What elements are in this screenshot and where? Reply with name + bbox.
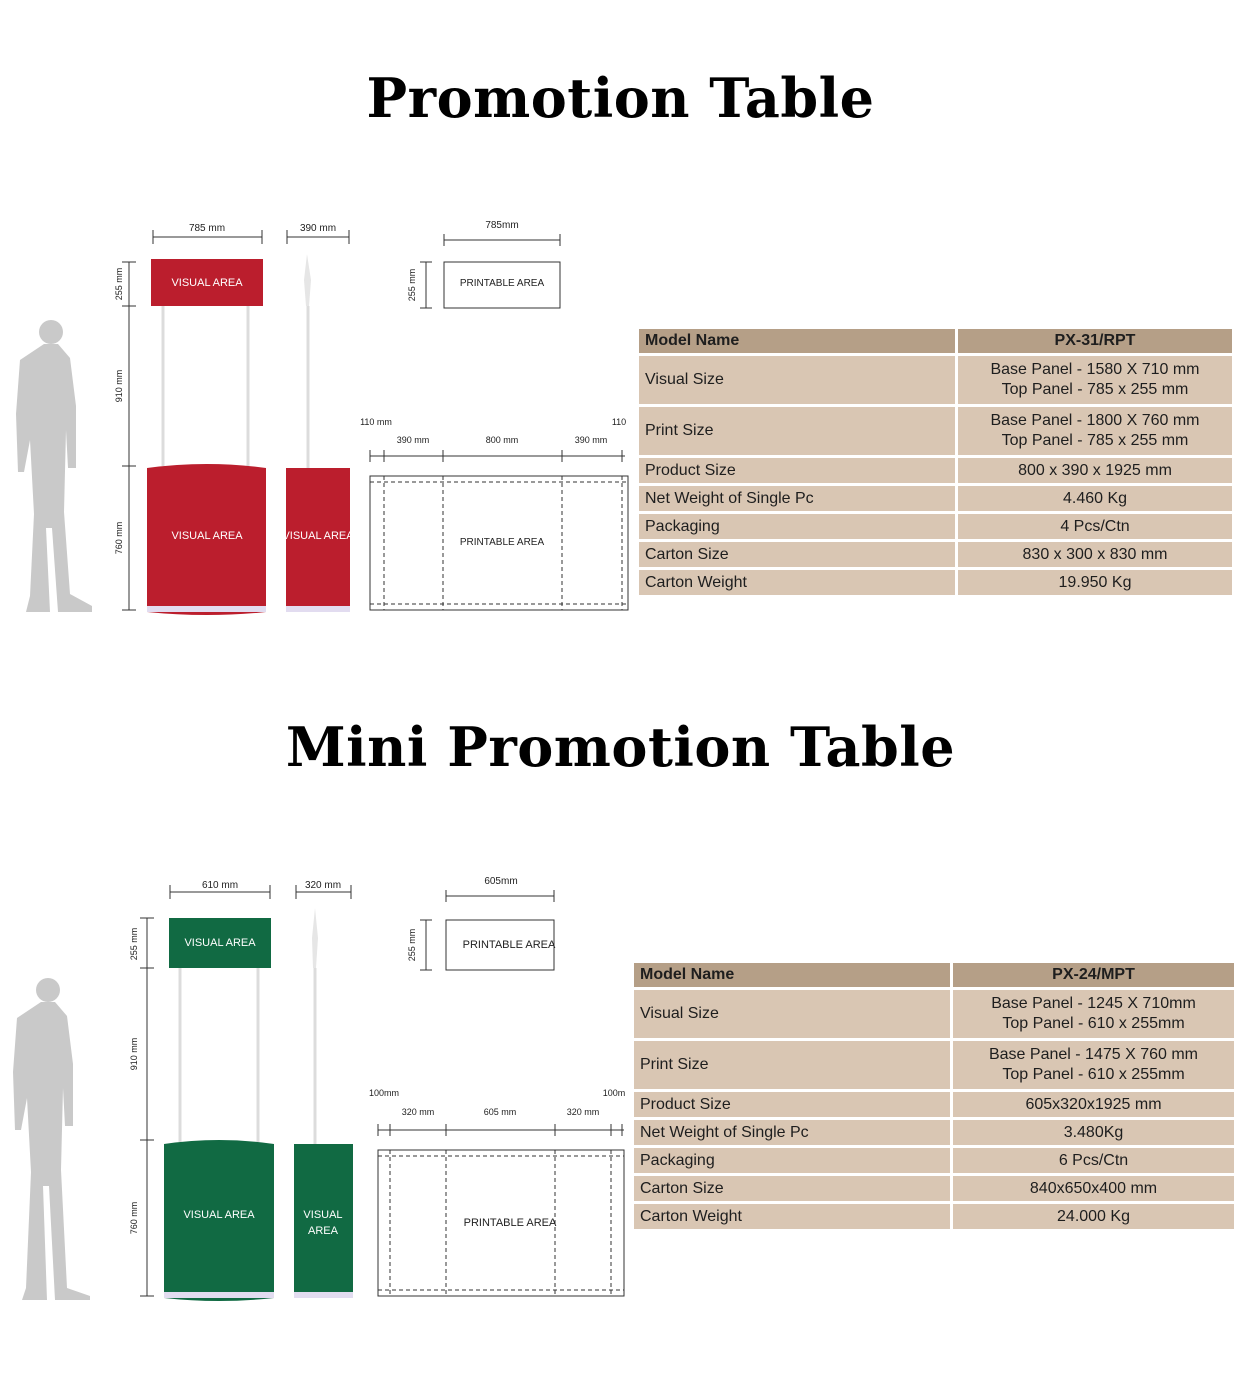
- margin-right-label: 110: [611, 417, 627, 427]
- segment-right-label: 320 mm: [566, 1107, 600, 1117]
- spec-header-row: [634, 963, 1234, 987]
- spec-value-line: Top Panel - 785 x 255 mm: [1001, 432, 1189, 449]
- spec-value: 830 x 300 x 830 mm: [958, 542, 1232, 567]
- human-silhouette-icon: [16, 320, 92, 612]
- spec-value-line: Top Panel - 785 x 255 mm: [1001, 381, 1189, 398]
- spec-header-value: PX-24/MPT: [953, 963, 1234, 987]
- spec-header-label: Model Name: [639, 329, 955, 353]
- printable-top-label: PRINTABLE AREA: [462, 939, 556, 951]
- spec-value: [953, 990, 1234, 1038]
- spec-label: Packaging: [639, 514, 955, 539]
- dim-width-top: 610 mm: [201, 880, 239, 891]
- spec-row: [639, 486, 1232, 511]
- print-height-label: 255 mm: [407, 928, 417, 962]
- spec-value-line: Base Panel - 1580 X 710 mm: [990, 361, 1200, 378]
- spec-row: [639, 458, 1232, 483]
- spec-value: 4 Pcs/Ctn: [958, 514, 1232, 539]
- segment-mid-label: 605 mm: [483, 1107, 517, 1117]
- spec-value-line: Top Panel - 610 x 255mm: [1002, 1015, 1185, 1032]
- spec-value: 3.480Kg: [953, 1120, 1234, 1145]
- spec-row: [634, 1148, 1234, 1173]
- spec-header-row: [639, 329, 1232, 353]
- margin-left-label: 110 mm: [360, 417, 392, 427]
- dim-height-base: 760 mm: [114, 521, 124, 555]
- spec-label: Print Size: [639, 407, 955, 455]
- dim-depth: 320 mm: [304, 880, 342, 891]
- dim-height-mid: 910 mm: [129, 1037, 139, 1071]
- mini-promotion-table-diagram: [0, 868, 640, 1308]
- spec-label: Net Weight of Single Pc: [634, 1120, 950, 1145]
- spec-value-line: Base Panel - 1475 X 760 mm: [988, 1046, 1198, 1063]
- spec-label: Product Size: [639, 458, 955, 483]
- section-title-mini-promotion-table: Mini Promotion Table: [285, 715, 956, 779]
- mini-promotion-table-spec: [631, 960, 1237, 1232]
- segment-left-label: 390 mm: [396, 435, 430, 445]
- spec-label: Visual Size: [634, 990, 950, 1038]
- spec-label: Packaging: [634, 1148, 950, 1173]
- spec-value: 4.460 Kg: [958, 486, 1232, 511]
- segment-mid-label: 800 mm: [485, 435, 519, 445]
- segment-right-label: 390 mm: [574, 435, 608, 445]
- margin-right-label: 100m: [602, 1088, 626, 1098]
- side-visual-label-line: VISUAL: [303, 1209, 343, 1221]
- side-visual-label: VISUAL AREA: [282, 530, 354, 542]
- spec-label: Carton Weight: [639, 570, 955, 595]
- spec-value: 19.950 Kg: [958, 570, 1232, 595]
- spec-label: Product Size: [634, 1092, 950, 1117]
- spec-value: 605x320x1925 mm: [953, 1092, 1234, 1117]
- segment-left-label: 320 mm: [401, 1107, 435, 1117]
- print-width-label: 605mm: [484, 876, 518, 887]
- spec-row: [639, 514, 1232, 539]
- promotion-table-diagram: [0, 210, 640, 650]
- spec-row: [634, 1092, 1234, 1117]
- printable-base-label: PRINTABLE AREA: [459, 537, 545, 548]
- spec-value: [958, 407, 1232, 455]
- spec-header-value: PX-31/RPT: [958, 329, 1232, 353]
- spec-value: 24.000 Kg: [953, 1204, 1234, 1229]
- spec-label: Print Size: [634, 1041, 950, 1089]
- base-visual-label: VISUAL AREA: [183, 1209, 255, 1221]
- spec-label: Visual Size: [639, 356, 955, 404]
- human-silhouette-icon: [13, 978, 90, 1300]
- spec-row: [634, 1120, 1234, 1145]
- printable-base-label: PRINTABLE AREA: [463, 1217, 557, 1229]
- spec-row: [634, 1041, 1234, 1089]
- top-visual-label: VISUAL AREA: [184, 937, 256, 949]
- promotion-table-spec: [636, 326, 1235, 598]
- spec-value-line: Base Panel - 1245 X 710mm: [991, 995, 1196, 1012]
- section-title-promotion-table: Promotion Table: [366, 66, 875, 130]
- dim-height-top: 255 mm: [114, 267, 124, 301]
- spec-row: [639, 356, 1232, 404]
- dim-depth: 390 mm: [299, 223, 337, 234]
- spec-row: [639, 542, 1232, 567]
- print-height-label: 255 mm: [407, 268, 417, 302]
- spec-value: [953, 1041, 1234, 1089]
- spec-value: [958, 356, 1232, 404]
- spec-value: 840x650x400 mm: [953, 1176, 1234, 1201]
- spec-row: [634, 1176, 1234, 1201]
- spec-label: Carton Size: [634, 1176, 950, 1201]
- side-visual-panel: [294, 1144, 353, 1298]
- spec-value: 6 Pcs/Ctn: [953, 1148, 1234, 1173]
- spec-row: [639, 407, 1232, 455]
- spec-row: [634, 990, 1234, 1038]
- dim-height-top: 255 mm: [129, 927, 139, 961]
- dim-height-mid: 910 mm: [114, 369, 124, 403]
- spec-label: Carton Size: [639, 542, 955, 567]
- spec-label: Carton Weight: [634, 1204, 950, 1229]
- spec-row: [639, 570, 1232, 595]
- dim-width-top: 785 mm: [188, 223, 226, 234]
- base-visual-label: VISUAL AREA: [171, 530, 243, 542]
- printable-top-label: PRINTABLE AREA: [459, 278, 545, 289]
- print-width-label: 785mm: [485, 220, 519, 231]
- spec-label: Net Weight of Single Pc: [639, 486, 955, 511]
- side-visual-label-line: AREA: [308, 1225, 338, 1237]
- spec-value-line: Base Panel - 1800 X 760 mm: [990, 412, 1200, 429]
- top-visual-label: VISUAL AREA: [171, 277, 243, 289]
- spec-value-line: Top Panel - 610 x 255mm: [1002, 1066, 1185, 1083]
- spec-header-label: Model Name: [634, 963, 950, 987]
- spec-value: 800 x 390 x 1925 mm: [958, 458, 1232, 483]
- margin-left-label: 100mm: [368, 1088, 400, 1098]
- dim-height-base: 760 mm: [129, 1201, 139, 1235]
- spec-row: [634, 1204, 1234, 1229]
